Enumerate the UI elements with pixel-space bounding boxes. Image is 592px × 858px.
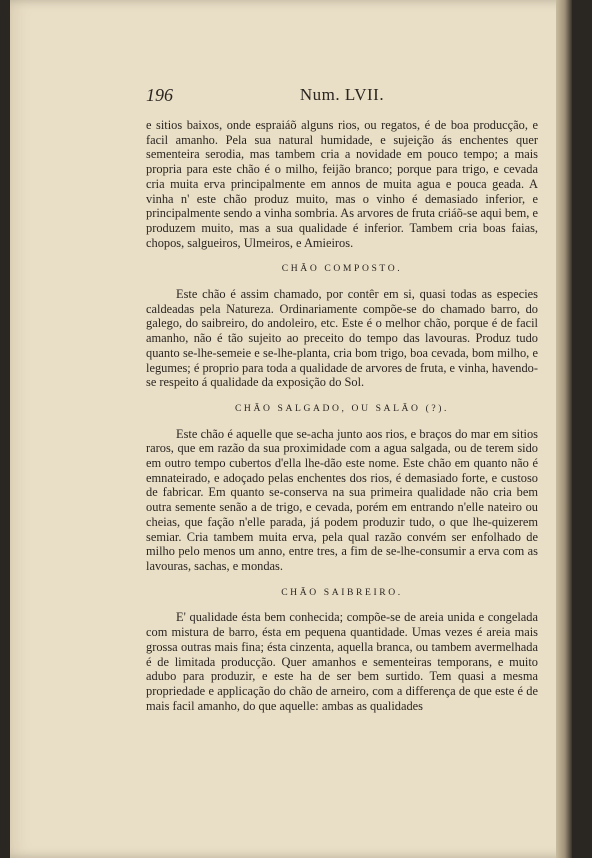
paragraph-chao-continued: e sitios baixos, onde espraiáõ alguns rios, ou regatos, é de boa producção, e facil amanho. Pela sua natural humidade, e sujeição ás enchentes quer sementeira serodia, mas tambem cria a novidade em pouco tempo; a mais propria para este chão é o milho, feijão branco; porque para trigo, e cevada cria muita erva principalmente em annos de muita agua e pouca geada. A vinha n' este chão produz muito, mas o vinho é demasiado inferior, e principalmente sendo a vinha sombria. As arvores de fruta criáõ-se aqui bem, e produzem muito, mas a sua qualidade é inferior. Tambem cria boas faias, chopos, salgueiros, Ulmeiros, e Amieiros. [146,118,538,250]
page-gutter-shadow [556,0,572,858]
paragraph-chao-salgado: Este chão é aquelle que se-acha junto aos rios, e braços do mar em sitios raros, que em razão da sua proximidade com a agua salgada, ou de terem sido em outro tempo cubertos d'ella lhe-dão este nome. Este chão em quanto não é emnateirado, e adoçado pelas enchentes dos rios, é demasiado forte, e custoso de fabricar. Em quanto se-conserva na sua primeira qualidade não cria bem outra semente senão a de trigo, e cevada, porém em entrando n'elle nateiro ou cheias, que fação n'elle parada, já podem produzir tudo, o que lhe-quizerem semiar. Cria tambem muita erva, pela qual razão convém ser enfolhado de milho pelo menos um anno, entre tres, a fim de se-lhe-consumir a erva com as lavouras, sachas, e mondas. [146,426,538,573]
page-header [146,85,538,112]
section-title-chao-composto: CHÃO COMPOSTO. [281,263,403,275]
running-title: Num. LVII. [299,85,385,104]
paragraph-chao-saibreiro: E' qualidade ésta bem conhecida; compõe-se de areia unida e congelada com mistura de barro, ésta em pequena quantidade. Umas vezes é areia mais grossa outras mais fina; ésta cinzenta, aquella branca, ou tambem avermelhada é de limitada producção. Quer amanhos e sementeiras temporans, e muito adubo para produzir, e este ha de ser bem surtido. Tem quasi a mesma propriedade e applicação do chão de arneiro, com a differença de que este é de mais facil amanho, do que aquelle: ambas as qualidades [146,610,538,713]
paragraph-chao-composto: Este chão é assim chamado, por contêr em si, quasi todas as especies caldeadas pela Natureza. Ordinariamente compõe-se do chamado barro, do galego, do saibreiro, do andoleiro, etc. Este é o melhor chão, porque é de facil amanho, não é tão sujeito ao preceito do tempo das lavouras. Produz tudo quanto se-lhe-semeie e se-lhe-planta, cria bom trigo, boa cevada, bom milho, e legumes; é proprio para toda a qualidade de arvores de fruta, e vinha, havendo-se respeito á qualidade da exposição do Sol. [146,287,538,390]
section-title-chao-saibreiro: CHÃO SAIBREIRO. [281,586,403,598]
page-content [146,85,538,713]
section-title-chao-salgado: CHÃO SALGADO, OU SALÃO (?). [234,402,450,414]
page-number: 196 [146,85,173,105]
book-page [10,0,572,858]
